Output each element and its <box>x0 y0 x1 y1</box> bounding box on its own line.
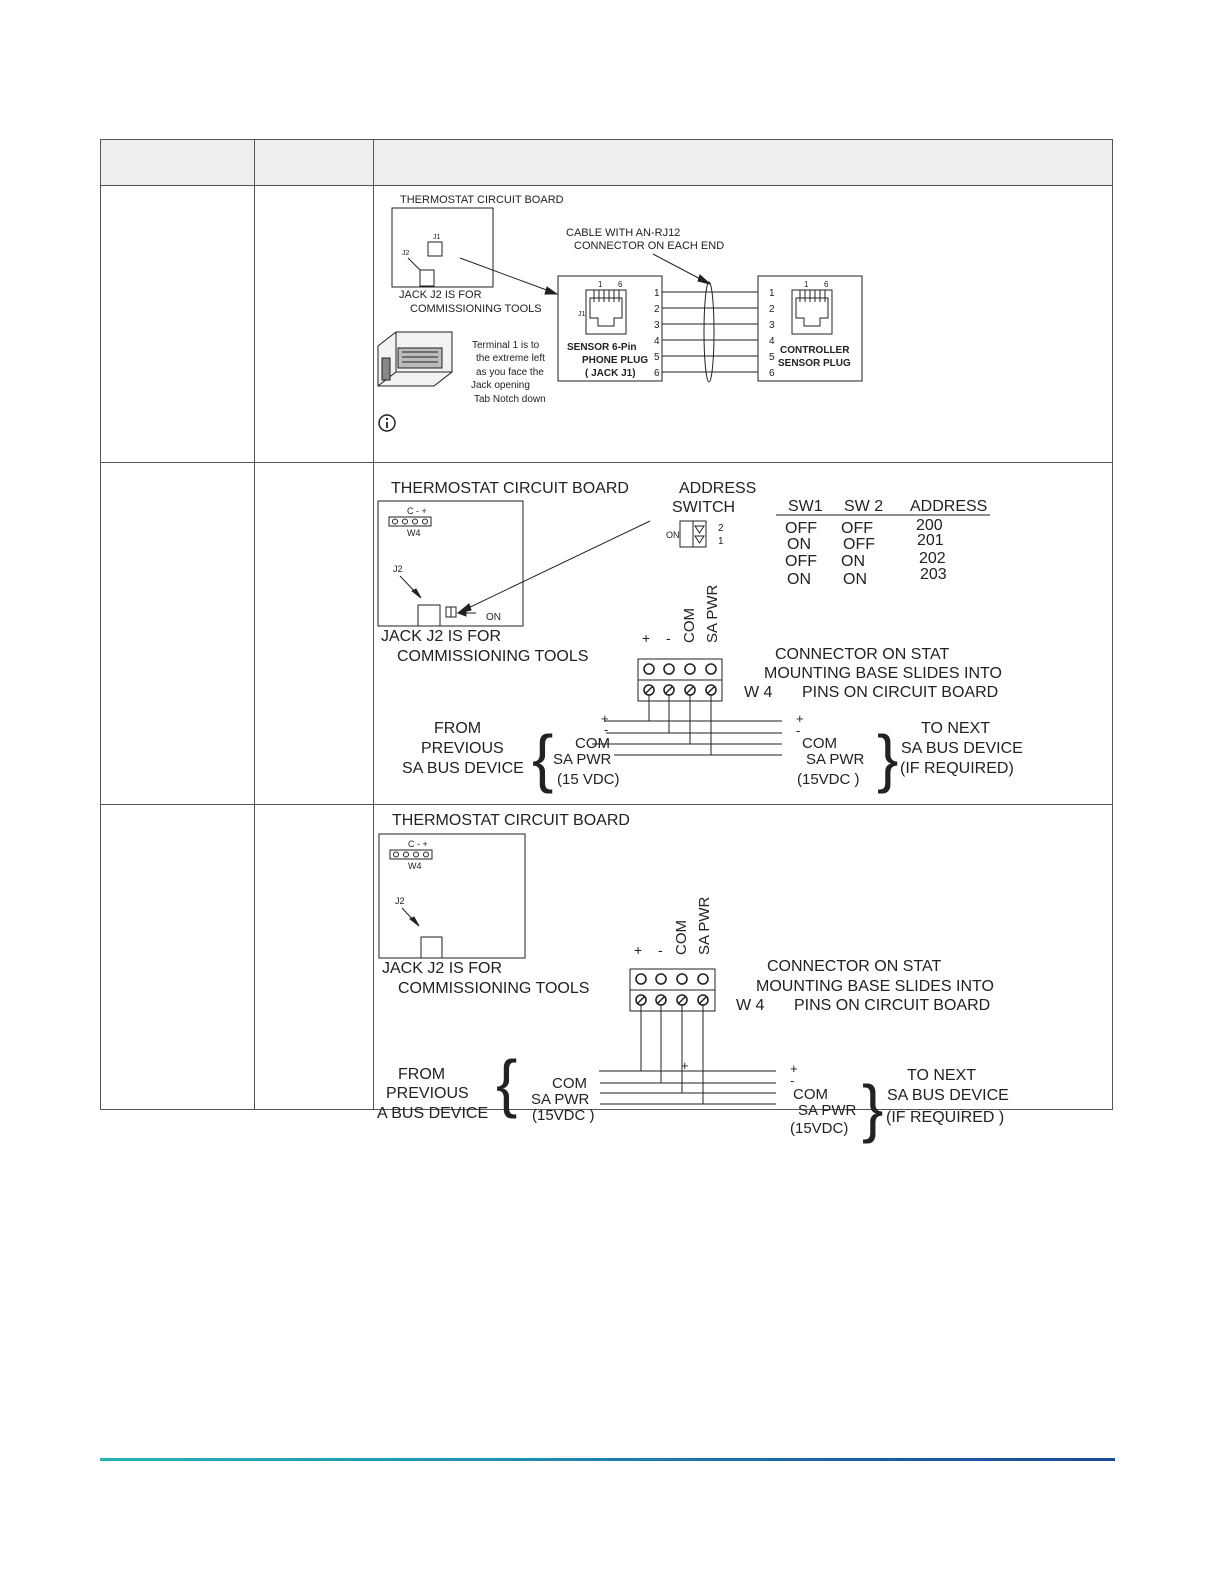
footer-rule <box>100 1458 1115 1461</box>
svg-text:CABLE WITH AN-RJ12: CABLE WITH AN-RJ12 <box>566 227 681 239</box>
jack-j1 <box>428 242 442 256</box>
svg-text:OFF: OFF <box>841 520 873 537</box>
svg-text:COMMISSIONING TOOLS: COMMISSIONING TOOLS <box>410 303 542 315</box>
svg-text:Jack opening: Jack opening <box>471 380 530 391</box>
svg-text:J2: J2 <box>395 896 405 906</box>
svg-text:ADDRESS: ADDRESS <box>679 480 757 497</box>
pointer-arrow <box>462 521 650 611</box>
svg-text:JACK J2 IS FOR: JACK J2 IS FOR <box>381 628 502 645</box>
svg-text:SENSOR 6-Pin: SENSOR 6-Pin <box>567 342 637 353</box>
svg-text:(15VDC ): (15VDC ) <box>797 771 860 788</box>
svg-text:-: - <box>796 723 801 738</box>
svg-text:CONTROLLER: CONTROLLER <box>780 345 850 356</box>
svg-text:Terminal 1 is to: Terminal 1 is to <box>472 340 540 351</box>
svg-text:2: 2 <box>654 304 660 315</box>
svg-text:TO NEXT: TO NEXT <box>907 1067 977 1084</box>
svg-text:5: 5 <box>769 352 775 363</box>
address-table <box>776 498 990 588</box>
svg-text:(15VDC ): (15VDC ) <box>532 1107 595 1124</box>
wiring-table <box>100 139 1113 1144</box>
sa-bus-address-diagram <box>374 463 1112 809</box>
sa-bus-wiring-diagram <box>374 805 1112 1144</box>
column-divider-1 <box>254 140 255 1109</box>
svg-text:-: - <box>658 942 663 958</box>
svg-text:ON: ON <box>843 571 867 588</box>
svg-text:(IF REQUIRED ): (IF REQUIRED ) <box>886 1109 1005 1126</box>
jack-j2 <box>421 937 442 958</box>
svg-text:PHONE PLUG: PHONE PLUG <box>582 355 649 366</box>
svg-text:OFF: OFF <box>785 553 817 570</box>
terminal-block-w4 <box>630 969 715 1011</box>
svg-text:COM: COM <box>802 735 837 752</box>
svg-text:OFF: OFF <box>785 520 817 537</box>
svg-text:6: 6 <box>769 368 775 379</box>
svg-text:J1: J1 <box>433 234 441 241</box>
svg-text:as you face the: as you face the <box>476 367 544 378</box>
svg-text:J1: J1 <box>578 311 586 318</box>
svg-text:1: 1 <box>804 280 809 289</box>
svg-text:+: + <box>642 630 651 646</box>
svg-text:ON: ON <box>787 536 811 553</box>
svg-text:COM: COM <box>552 1075 587 1092</box>
svg-text:THERMOSTAT CIRCUIT BOARD: THERMOSTAT CIRCUIT BOARD <box>392 812 630 829</box>
svg-text:SA PWR: SA PWR <box>531 1091 590 1108</box>
svg-text:+: + <box>634 942 643 958</box>
svg-text:SA BUS DEVICE: SA BUS DEVICE <box>402 760 524 777</box>
svg-text:200: 200 <box>916 517 943 534</box>
bus-wires <box>594 1005 776 1173</box>
svg-text:COM: COM <box>575 735 610 752</box>
jack-j2 <box>420 270 434 286</box>
table-header-row <box>101 140 1112 186</box>
board-title: THERMOSTAT CIRCUIT BOARD <box>400 194 564 206</box>
svg-text:W4: W4 <box>407 528 421 538</box>
rj12-jack-icon <box>586 290 626 334</box>
right-brace: } <box>862 1072 884 1144</box>
svg-text:ON: ON <box>486 612 501 623</box>
svg-text:3: 3 <box>654 320 660 331</box>
svg-text:1: 1 <box>718 536 724 547</box>
svg-text:ON: ON <box>787 571 811 588</box>
svg-text:202: 202 <box>919 550 946 567</box>
svg-text:A BUS DEVICE: A BUS DEVICE <box>377 1105 489 1122</box>
svg-text:1: 1 <box>654 288 660 299</box>
svg-text:2: 2 <box>718 523 724 534</box>
svg-text:C - +: C - + <box>408 839 428 849</box>
svg-text:COM: COM <box>673 920 690 955</box>
svg-text:CONNECTOR ON EACH END: CONNECTOR ON EACH END <box>574 240 725 252</box>
svg-text:PINS ON CIRCUIT BOARD: PINS ON CIRCUIT BOARD <box>794 997 991 1014</box>
svg-text:PINS ON CIRCUIT BOARD: PINS ON CIRCUIT BOARD <box>802 684 999 701</box>
rj12-jack-icon <box>792 290 832 334</box>
info-icon <box>379 415 395 431</box>
svg-text:SA PWR: SA PWR <box>696 896 713 955</box>
svg-text:SW 2: SW 2 <box>844 498 884 515</box>
svg-text:FROM: FROM <box>434 720 482 737</box>
svg-text:W 4: W 4 <box>744 684 773 701</box>
bus-wires <box>592 695 782 755</box>
svg-text:FROM: FROM <box>398 1066 446 1083</box>
w4-header <box>389 517 431 526</box>
left-brace: { <box>532 722 554 794</box>
svg-text:2: 2 <box>769 304 775 315</box>
cable-wires <box>662 282 758 382</box>
left-brace: { <box>496 1047 518 1119</box>
w4-header <box>390 850 432 859</box>
svg-text:OFF: OFF <box>843 536 875 553</box>
svg-text:SA PWR: SA PWR <box>553 751 612 768</box>
svg-text:SA PWR: SA PWR <box>806 751 865 768</box>
svg-text:TO NEXT: TO NEXT <box>921 720 991 737</box>
svg-text:-: - <box>790 1073 795 1088</box>
svg-text:+: + <box>796 711 804 726</box>
svg-text:SA PWR: SA PWR <box>704 584 721 643</box>
svg-text:+: + <box>681 1058 689 1073</box>
svg-text:4: 4 <box>769 336 775 347</box>
svg-text:PREVIOUS: PREVIOUS <box>421 740 504 757</box>
svg-text:J2: J2 <box>393 564 403 574</box>
svg-text:6: 6 <box>824 280 829 289</box>
svg-text:C - +: C - + <box>407 506 427 516</box>
svg-text:SA BUS DEVICE: SA BUS DEVICE <box>887 1087 1009 1104</box>
svg-text:MOUNTING BASE SLIDES INTO: MOUNTING BASE SLIDES INTO <box>756 978 994 995</box>
svg-text:THERMOSTAT CIRCUIT BOARD: THERMOSTAT CIRCUIT BOARD <box>391 480 629 497</box>
svg-text:4: 4 <box>654 336 660 347</box>
svg-text:( JACK J1): ( JACK J1) <box>585 368 636 379</box>
svg-text:W4: W4 <box>408 861 422 871</box>
terminal-block-w4 <box>638 659 722 701</box>
svg-text:+: + <box>790 1061 798 1076</box>
svg-text:PREVIOUS: PREVIOUS <box>386 1085 469 1102</box>
svg-text:(IF REQUIRED): (IF REQUIRED) <box>900 760 1014 777</box>
svg-text:CONNECTOR ON STAT: CONNECTOR ON STAT <box>767 958 942 975</box>
svg-text:Tab Notch down: Tab Notch down <box>474 394 546 405</box>
svg-text:-: - <box>666 630 671 646</box>
svg-text:SW1: SW1 <box>788 498 823 515</box>
svg-text:1: 1 <box>598 280 603 289</box>
svg-text:JACK J2 IS FOR: JACK J2 IS FOR <box>382 960 503 977</box>
svg-text:MOUNTING BASE SLIDES INTO: MOUNTING BASE SLIDES INTO <box>764 665 1002 682</box>
svg-text:JACK J2 IS FOR: JACK J2 IS FOR <box>399 289 482 301</box>
svg-text:6: 6 <box>654 368 660 379</box>
svg-text:COM: COM <box>793 1086 828 1103</box>
svg-text:-: - <box>604 722 609 737</box>
svg-text:SENSOR PLUG: SENSOR PLUG <box>778 358 851 369</box>
rj12-plug-icon <box>378 332 452 386</box>
svg-text:ADDRESS: ADDRESS <box>910 498 988 515</box>
svg-text:COM: COM <box>681 608 698 643</box>
svg-text:SA BUS DEVICE: SA BUS DEVICE <box>901 740 1023 757</box>
svg-text:1: 1 <box>769 288 775 299</box>
svg-text:203: 203 <box>920 566 947 583</box>
right-brace: } <box>877 722 899 794</box>
svg-text:COMMISSIONING TOOLS: COMMISSIONING TOOLS <box>398 980 590 997</box>
rj12-wiring-diagram <box>374 186 1112 467</box>
svg-text:5: 5 <box>654 352 660 363</box>
svg-text:+: + <box>601 711 609 726</box>
svg-text:ON: ON <box>666 530 680 540</box>
svg-text:201: 201 <box>917 532 944 549</box>
svg-text:SA PWR: SA PWR <box>798 1102 857 1119</box>
svg-text:3: 3 <box>769 320 775 331</box>
svg-text:COMMISSIONING TOOLS: COMMISSIONING TOOLS <box>397 648 589 665</box>
svg-text:W 4: W 4 <box>736 997 765 1014</box>
svg-text:SWITCH: SWITCH <box>672 499 736 516</box>
svg-text:(15VDC): (15VDC) <box>790 1120 849 1137</box>
svg-text:6: 6 <box>618 280 623 289</box>
svg-text:J2: J2 <box>402 250 410 257</box>
jack-j2 <box>418 605 440 626</box>
svg-text:ON: ON <box>841 553 865 570</box>
svg-text:CONNECTOR ON STAT: CONNECTOR ON STAT <box>775 646 950 663</box>
svg-text:(15 VDC): (15 VDC) <box>557 771 620 788</box>
svg-text:the extreme left: the extreme left <box>476 353 545 364</box>
